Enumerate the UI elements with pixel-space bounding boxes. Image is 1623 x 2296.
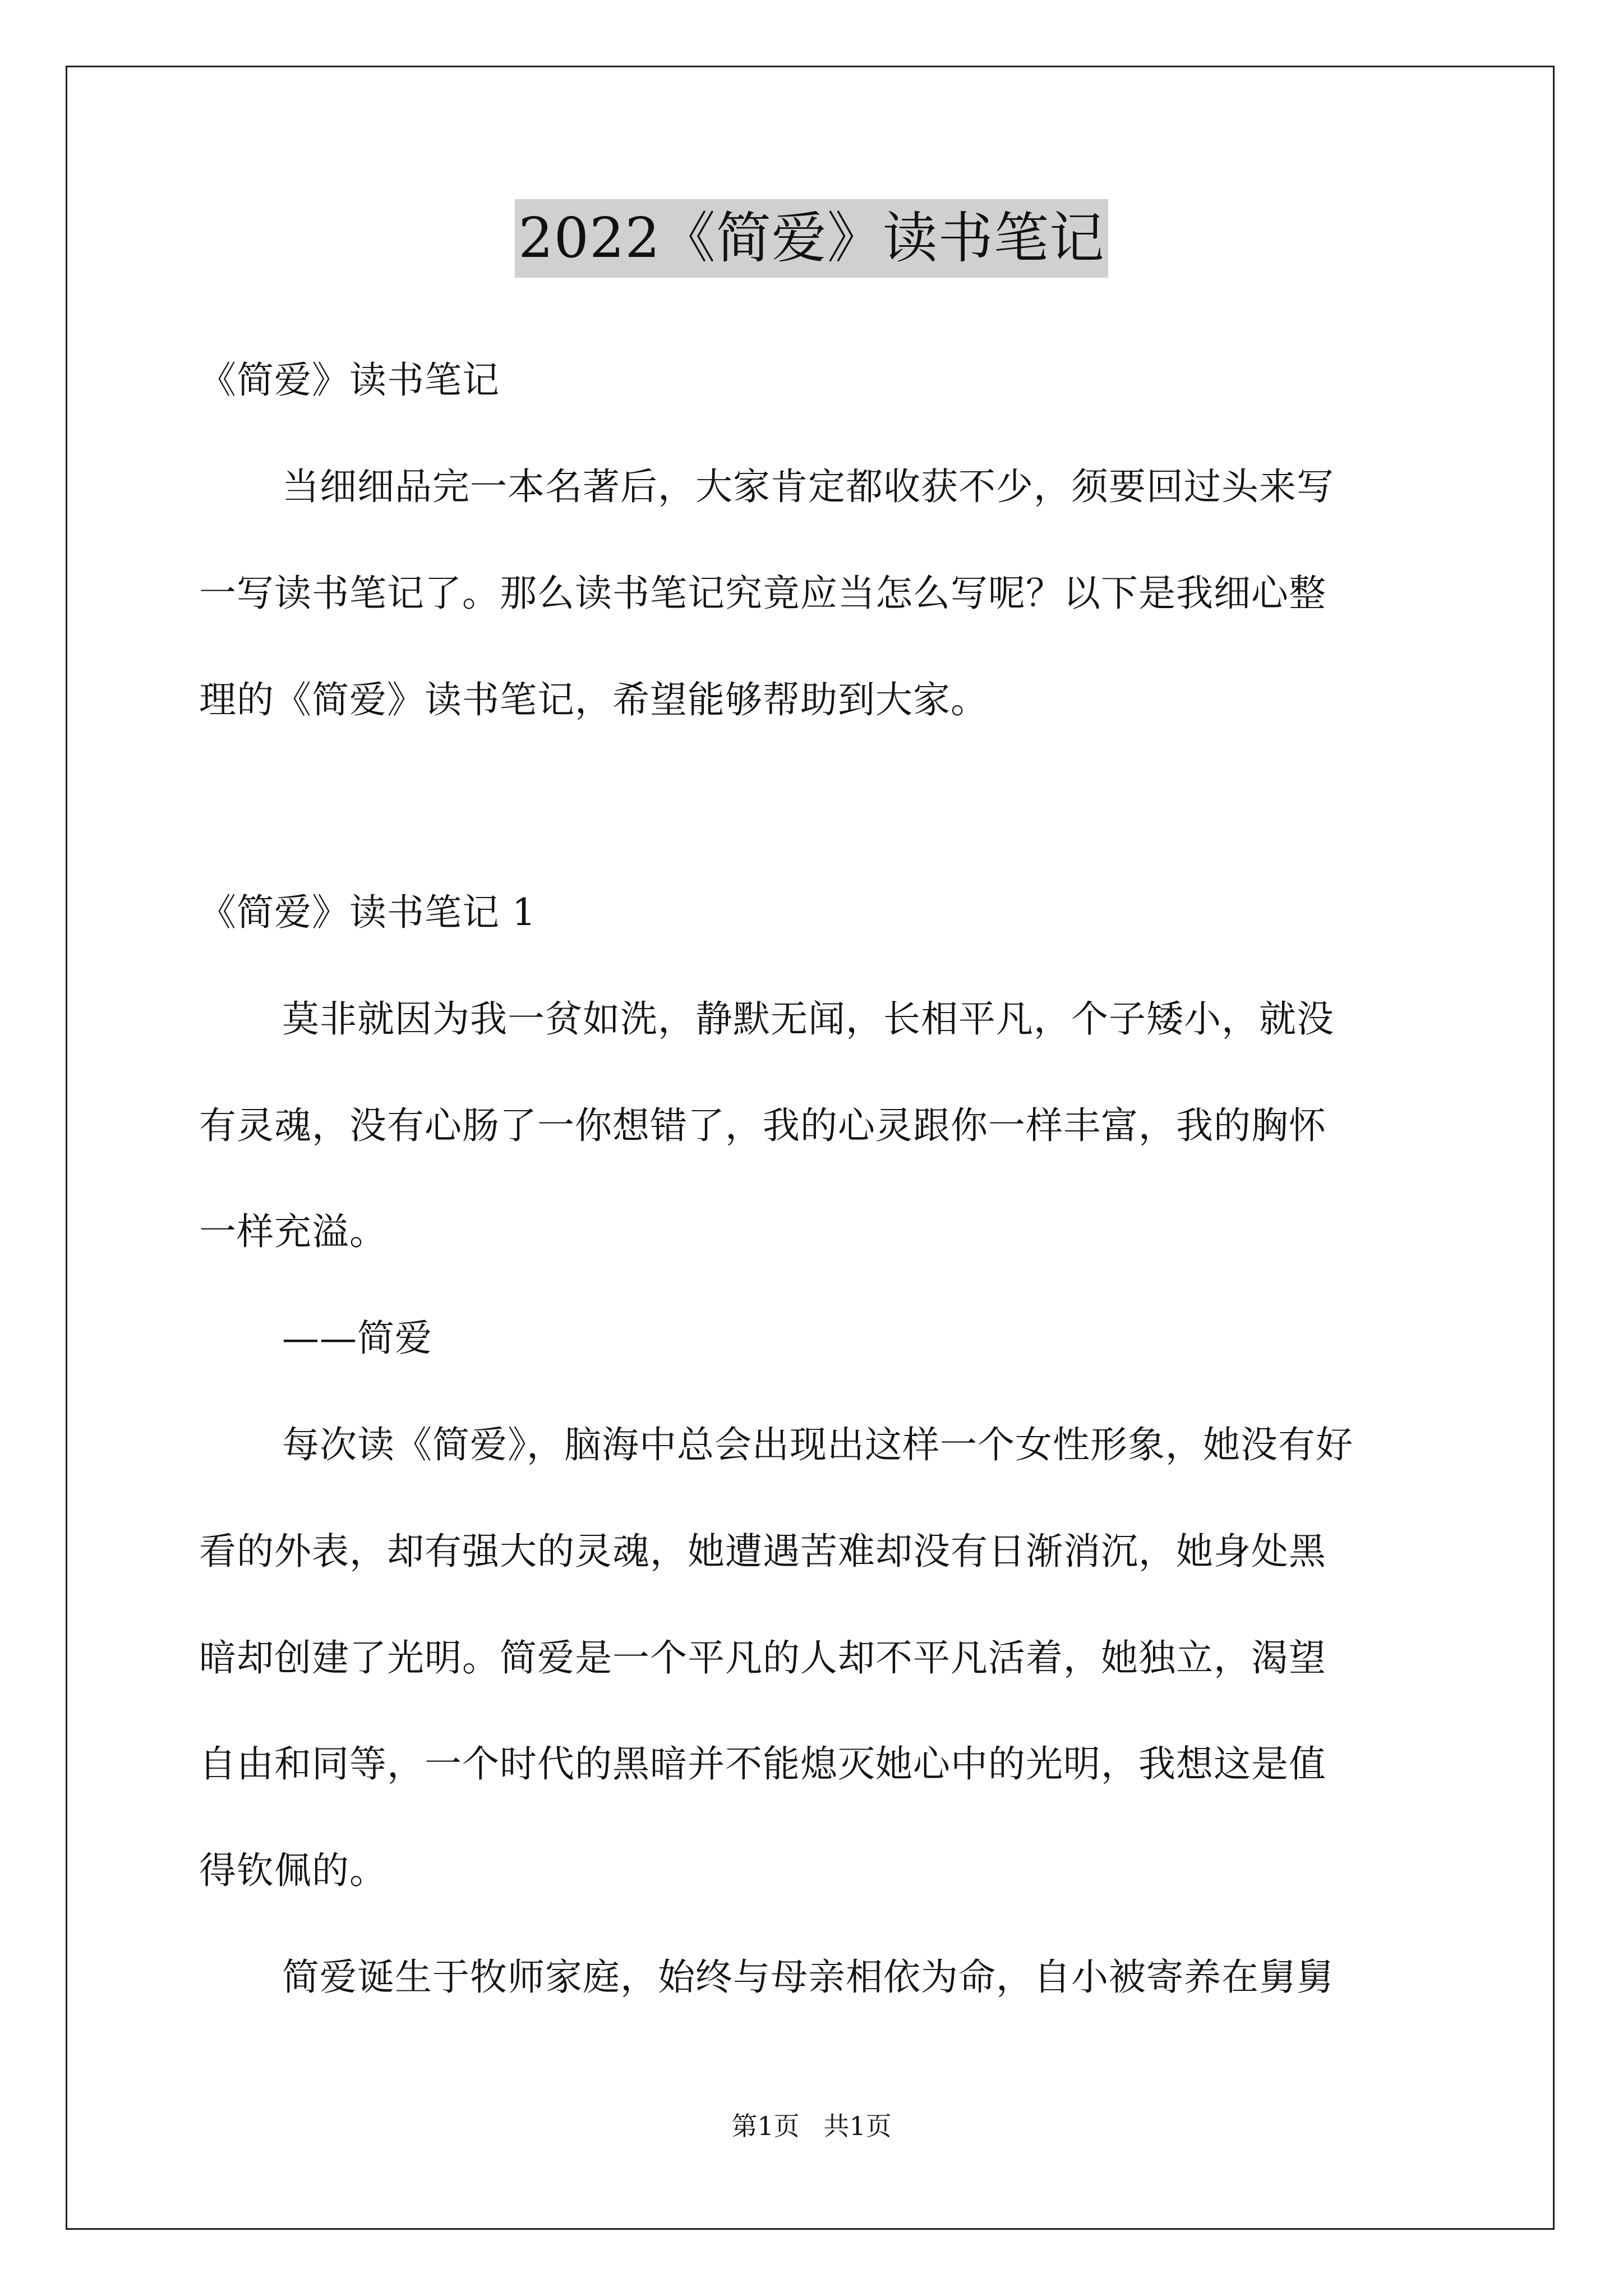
paragraph-line: 简爱诞生于牧师家庭，始终与母亲相依为命，自小被寄养在舅舅 [282,1955,1334,1999]
paragraph-line: 暗却创建了光明。简爱是一个平凡的人却不平凡活着，她独立，渴望 [199,1636,1326,1680]
section-heading: 《简爱》读书笔记 1 [199,891,536,934]
page-footer [0,2106,1623,2146]
paragraph-line: 看的外表，却有强大的灵魂，她遭遇苦难却没有日渐消沉，她身处黑 [199,1530,1326,1573]
paragraph-line: 一样充溢。 [199,1210,387,1253]
paragraph-line: 有灵魂，没有心肠了一你想错了，我的心灵跟你一样丰富，我的胸怀 [199,1104,1326,1147]
paragraph-line: 自由和同等，一个时代的黑暗并不能熄灭她心中的光明，我想这是值 [199,1742,1326,1786]
page-total: 共1页 [823,2111,892,2141]
title-container [0,199,1623,278]
section-heading: 《简爱》读书笔记 [199,358,500,402]
paragraph-line: 理的《简爱》读书笔记，希望能够帮助到大家。 [199,678,988,721]
paragraph-line: 每次读《简爱》，脑海中总会出现出这样一个女性形象，她没有好 [282,1423,1353,1466]
paragraph-line: 一写读书笔记了。那么读书笔记究竟应当怎么写呢？以下是我细心整 [199,572,1326,615]
page-number: 第1页 [731,2111,800,2141]
paragraph-line: 莫非就因为我一贫如洗，静默无闻，长相平凡，个子矮小，就没 [282,997,1334,1041]
paragraph-line: 得钦佩的。 [199,1849,387,1892]
document-title: 2022《简爱》读书笔记 [515,199,1108,278]
quote-attribution: ——简爱 [282,1317,432,1360]
paragraph-line: 当细细品完一本名著后，大家肯定都收获不少，须要回过头来写 [282,465,1334,508]
